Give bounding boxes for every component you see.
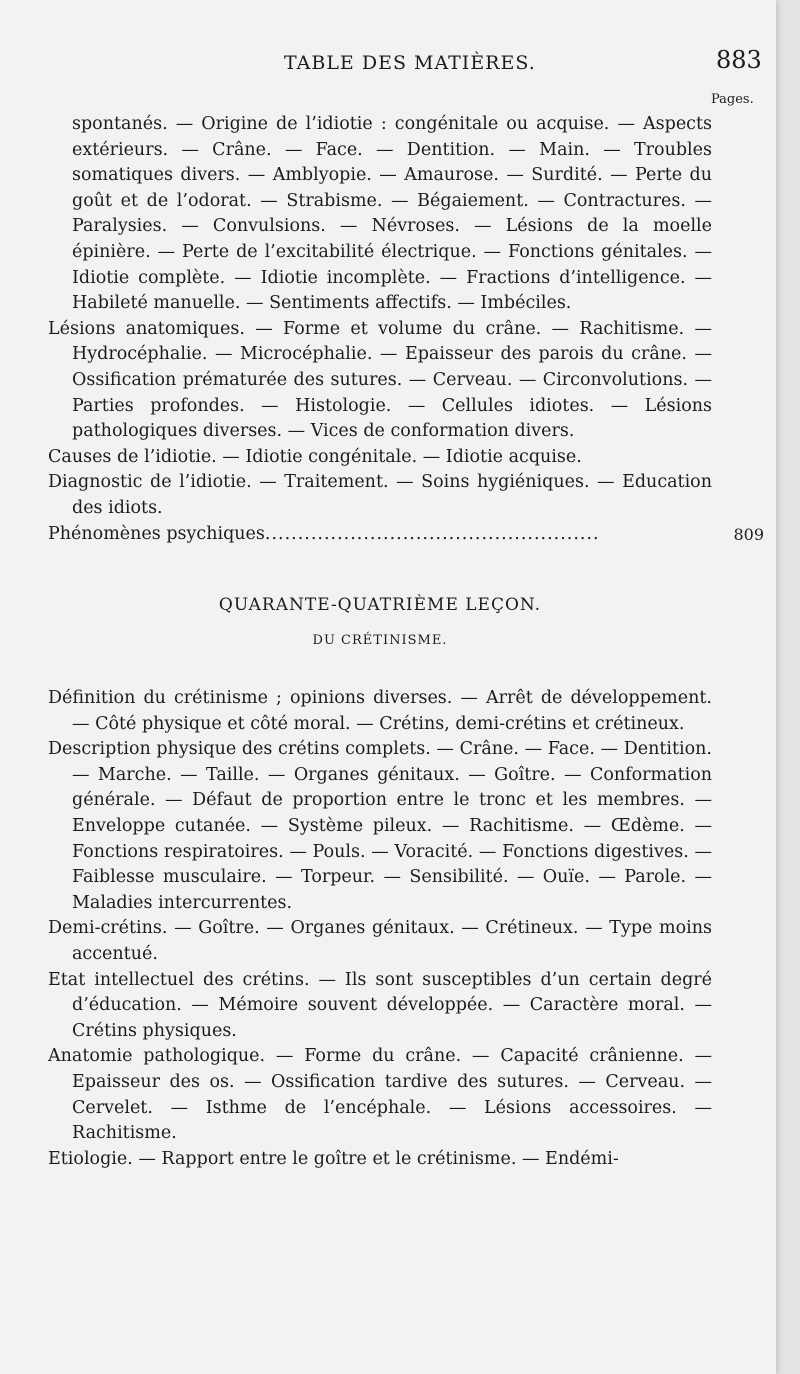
running-head xyxy=(0,48,776,78)
toc-entry-demi-cretins: Demi-crétins. — Goître. — Organes génitaux. — Crétineux. — Type moins accentué. xyxy=(48,918,712,965)
lecture-subheading: DU CRÉTINISME. xyxy=(312,633,448,649)
toc-entry-causes: Causes de l’idiotie. — Idiotie congénitale. — Idiotie acquise. xyxy=(48,446,582,467)
pages-column-label: Pages. xyxy=(711,92,754,107)
lecture-heading: QUARANTE-QUATRIÈME LEÇON. xyxy=(218,595,542,616)
dot-leader: ................................................... xyxy=(264,523,600,544)
page-number: 883 xyxy=(716,46,762,74)
table-of-contents-body xyxy=(48,112,764,1172)
toc-entry-continued: spontanés. — Origine de l’idiotie : congénitale ou acquise. — Aspects extérieurs. — Crâne. — Face. — Dentition. — Main. — Troubles somatiques divers. — Amblyopie. — Amaurose. — Surdité. — Perte du goût et de l’odorat. — Strabisme. — Bégaiement. — Contractures. — Paralysies. — Convulsions. — Névroses. — Lésions de la moelle épinière. — Perte de l’excitabilité électrique. — Fonctions génitales. — Idiotie complète. — Idiotie incomplète. — Fractions d’intelligence. — Habileté manuelle. — Sentiments affectifs. — Imbéciles. xyxy=(72,114,712,314)
toc-entry-etiologie: Etiologie. — Rapport entre le goître et le crétinisme. — Endémi- xyxy=(48,1148,619,1169)
toc-entry-anatomie-pathologique: Anatomie pathologique. — Forme du crâne. — Capacité crânienne. — Epaisseur des os. — Ossification tardive des sutures. — Cerveau. — Cervelet. — Isthme de l’encéphale. — Lésions accessoires. — Rachitisme. xyxy=(48,1046,712,1144)
toc-entry-diagnostic: Diagnostic de l’idiotie. — Traitement. — Soins hygiéniques. — Education des idiots. xyxy=(48,472,712,518)
toc-entry-lesions-anatomiques: Lésions anatomiques. — Forme et volume du crâne. — Rachitisme. — Hydrocéphalie. — Microcéphalie. — Epaisseur des parois du crâne. — Ossification prématurée des sutures. — Cerveau. — Circonvolutions. — Parties profondes. — Histologie. — Cellules idiotes. — Lésions pathologiques diverses. — Vices de conformation divers. xyxy=(48,318,712,442)
toc-entry-definition: Définition du crétinisme ; opinions diverses. — Arrêt de développement. — Côté physique et côté moral. — Crétins, demi-crétins et crétineux. xyxy=(48,688,712,734)
toc-entry-page-number: 809 xyxy=(733,524,764,544)
toc-entry-title: Phénomènes psychiques xyxy=(48,523,265,544)
toc-entry-etat-intellectuel: Etat intellectuel des crétins. — Ils sont susceptibles d’un certain degré d’éducation. — Mémoire souvent développée. — Caractère moral. — Crétins physiques. xyxy=(48,969,712,1041)
toc-entry-phenomenes-psychiques xyxy=(48,522,764,548)
toc-entry-description-physique: Description physique des crétins complets. — Crâne. — Face. — Dentition. — Marche. — Taille. — Organes génitaux. — Goître. — Conformation générale. — Défaut de proportion entre le tronc et les membres. — Enveloppe cutanée. — Système pileux. — Rachitisme. — Œdème. — Fonctions respiratoires. — Pouls. — Voracité. — Fonctions digestives. — Faiblesse musculaire. — Torpeur. — Sensibilité. — Ouïe. — Parole. — Maladies intercurrentes. xyxy=(48,739,712,913)
running-title: TABLE DES MATIÈRES. xyxy=(284,52,536,74)
